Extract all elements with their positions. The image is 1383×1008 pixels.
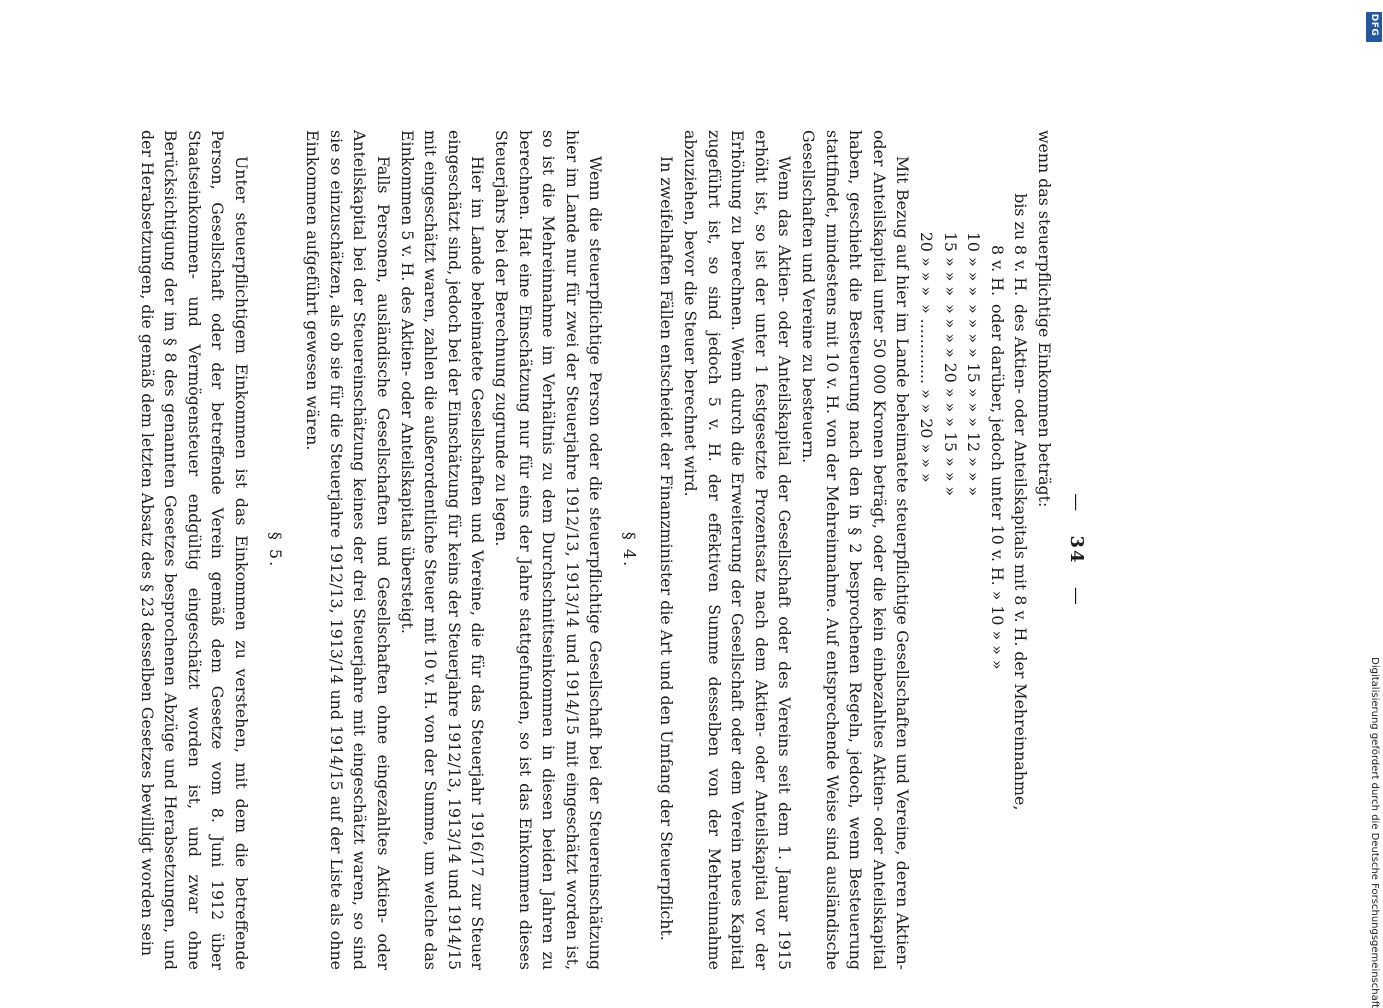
- rate-row: [938, 156, 962, 970]
- rate-row: [1009, 156, 1033, 970]
- dfg-logo-text: DFG: [1369, 13, 1379, 37]
- rate-threshold: 10 » » »: [964, 231, 984, 296]
- stamp-text: Digitalisierung gefördert durch die Deutsche Forschungsgemeinschaft: [1369, 657, 1380, 1008]
- paragraph: Wenn die steuerpflichtige Person oder die steuerpflichtige Gesellschaft bei der Steuereinschätzung hier im Lande nur für zwei der Steuerjahre 1912/13, 1913/14 und 1914/15 mit eingeschätzt worden ist, so ist die Mehreinnahme im Verhältnis zu dem Durchschnittseinkommen in diesen beiden Jahren zu berechnen. Hat eine Einschätzung nur für eins der Jahre stattgefunden, so ist das Einkommen dieses Steuerjahrs bei der Berechnung zugrunde zu legen.: [491, 130, 606, 970]
- paragraph: Unter steuerpflichtigem Einkommen ist das Einkommen zu verstehen, mit dem die betreffende Person, Gesellschaft oder der betreffende Verein gemäß dem Gesetze vom 8. Juni 1912 über Staatseinkommen- und Vermögensteuer endgültig eingeschätzt worden ist, und zwar ohne Berücksichtigung der im § 8 des genannten Gesetzes besprochenen Abzüge und Herabsetzungen, und der Herabsetzungen, die gemäß dem letzten Absatz des § 23 desselben Gesetzes bewilligt worden sein: [137, 130, 251, 970]
- rate-table: [914, 156, 1032, 970]
- rate-description: » » » » 15 » » » 12 » » »: [964, 304, 984, 497]
- paragraph: In zweifelhaften Fällen entscheidet der Finanzminister die Art und den Umfang der Steuerpflicht.: [657, 156, 677, 941]
- rate-threshold: bis zu 8 v. H.: [1011, 193, 1031, 296]
- intro-line: wenn das steuerpflichtige Einkommen beträgt:: [1035, 130, 1054, 508]
- rate-description: oder darüber, jedoch unter 10 v. H. » 10 » » »: [987, 304, 1007, 670]
- header-dash-left: —: [1066, 493, 1087, 514]
- dfg-logo: [1366, 12, 1382, 42]
- rate-description: » ............. » » 20 » » »: [917, 304, 937, 483]
- page-number: 34: [1066, 535, 1087, 565]
- rate-row: [985, 156, 1009, 970]
- rate-description: des Aktien- oder Anteilskapitals mit 8 v. H. der Mehreinnahme,: [1011, 304, 1031, 811]
- rate-threshold: 8 v. H.: [987, 245, 1007, 296]
- rate-threshold: 15 » » »: [940, 231, 960, 296]
- page-text-block: [137, 130, 1096, 970]
- digitization-stamp: [1366, 8, 1382, 1008]
- rate-threshold: 20 » » »: [917, 231, 937, 296]
- rate-description: » » » » 20 » » » 15 » » »: [940, 304, 960, 497]
- paragraph: Mit Bezug auf hier im Lande beheimatete steuerpflichtige Gesellschaften und Vereine, deren Aktien- oder Anteilskapital unter 50 000 Kronen beträgt, oder die kein einbezahltes Aktien- oder Anteilskapital haben, geschieht die Besteuerung nach den in § 2 besprochenen Regeln, jedoch, wenn Besteuerung stattfindet, mindestens mit 10 v. H. von der Mehreinnahme. Auf entsprechende Weise sind ausländische Gesellschaften und Vereine zu besteuern.: [799, 130, 913, 970]
- paragraph: Wenn das Aktien- oder Anteilskapital der Gesellschaft oder des Vereins seit dem 1. Januar 1915 erhöht ist, so ist der unter 1 festgesetzte Prozentsatz nach dem Aktien- oder Anteilskapital vor der Erhöhung zu berechnen. Wenn durch die Erweiterung der Gesellschaft oder dem Verein neues Kapital zugeführt ist, so sind jedoch 5 v. H. der effektiven Summe desselben von der Mehreinnahme abzuziehen, bevor die Steuer berechnet wird.: [681, 130, 795, 970]
- rate-row: [914, 156, 938, 970]
- paragraph: Falls Personen, ausländische Gesellschaften und Gesellschaften ohne eingezahltes Aktien- oder Anteilskapital bei der Steuereinschätzung keines der drei Steuerjahre mit eingeschätzt waren, so sind sie so einzuschätzen, als ob sie für die Steuerjahre 1912/13, 1913/14 und 1914/15 auf der Liste als ohne Einkommen aufgeführt gewesen wären.: [303, 130, 393, 970]
- rate-row: [962, 156, 986, 970]
- section-heading-4: § 4.: [619, 531, 639, 569]
- header-dash-right: —: [1066, 586, 1087, 607]
- paragraph: Hier im Lande beheimatete Gesellschaften und Vereine, die für das Steuerjahr 1916/17 zur Steuer eingeschätzt sind, jedoch bei der Einschätzung für keins der Steuerjahre 1912/13, 1913/14 und 1914/15 mit eingeschätzt waren, zahlen die außerordentliche Steuer mit 10 v. H. von der Summe, um welche das Einkommen 5 v. H. des Aktien- oder Anteilskapitals übersteigt.: [397, 130, 488, 970]
- section-heading-5: § 5.: [265, 531, 285, 569]
- page-header: [1056, 130, 1096, 970]
